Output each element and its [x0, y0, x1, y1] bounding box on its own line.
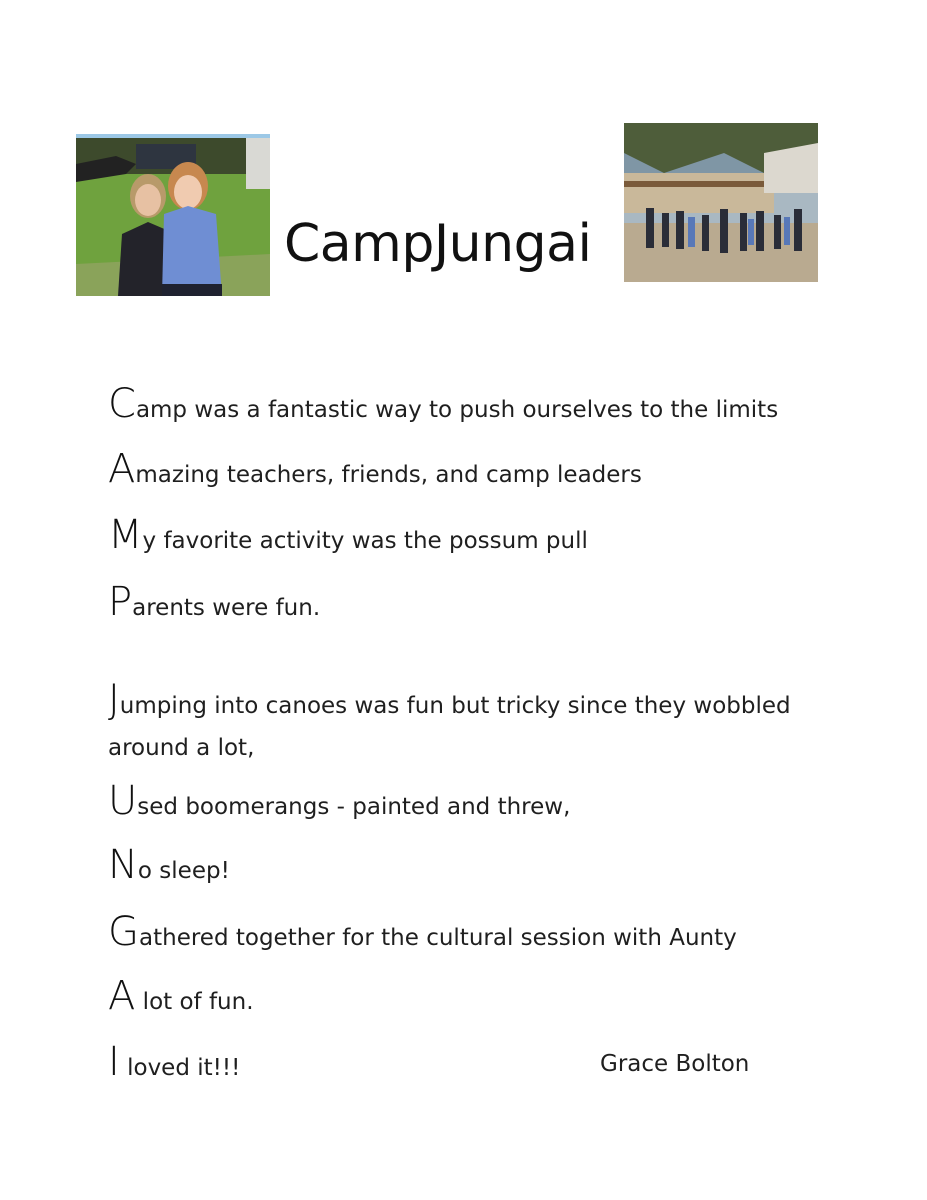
girls-photo	[76, 134, 270, 296]
acrostic-line-c: Camp was a fantastic way to push ourselves to the limits	[108, 381, 779, 427]
acrostic-line-i: I loved it!!!	[108, 1039, 241, 1085]
acrostic-line-j-continued: around a lot,	[108, 735, 255, 761]
page-title: CampJungai	[284, 214, 592, 274]
acrostic-line-n: No sleep!	[108, 842, 230, 888]
group-photo	[624, 123, 818, 282]
acrostic-line-m: My favorite activity was the possum pull	[108, 512, 588, 558]
author-name: Grace Bolton	[600, 1051, 750, 1077]
acrostic-line-g: Gathered together for the cultural session with Aunty	[108, 909, 737, 955]
acrostic-line-u: Used boomerangs - painted and threw,	[108, 778, 571, 824]
acrostic-line-p: Parents were fun.	[108, 579, 321, 625]
acrostic-line-a: Amazing teachers, friends, and camp leaders	[108, 446, 642, 492]
acrostic-line-j: Jumping into canoes was fun but tricky since they wobbled	[108, 677, 791, 723]
acrostic-line-a2: A lot of fun.	[108, 973, 254, 1019]
